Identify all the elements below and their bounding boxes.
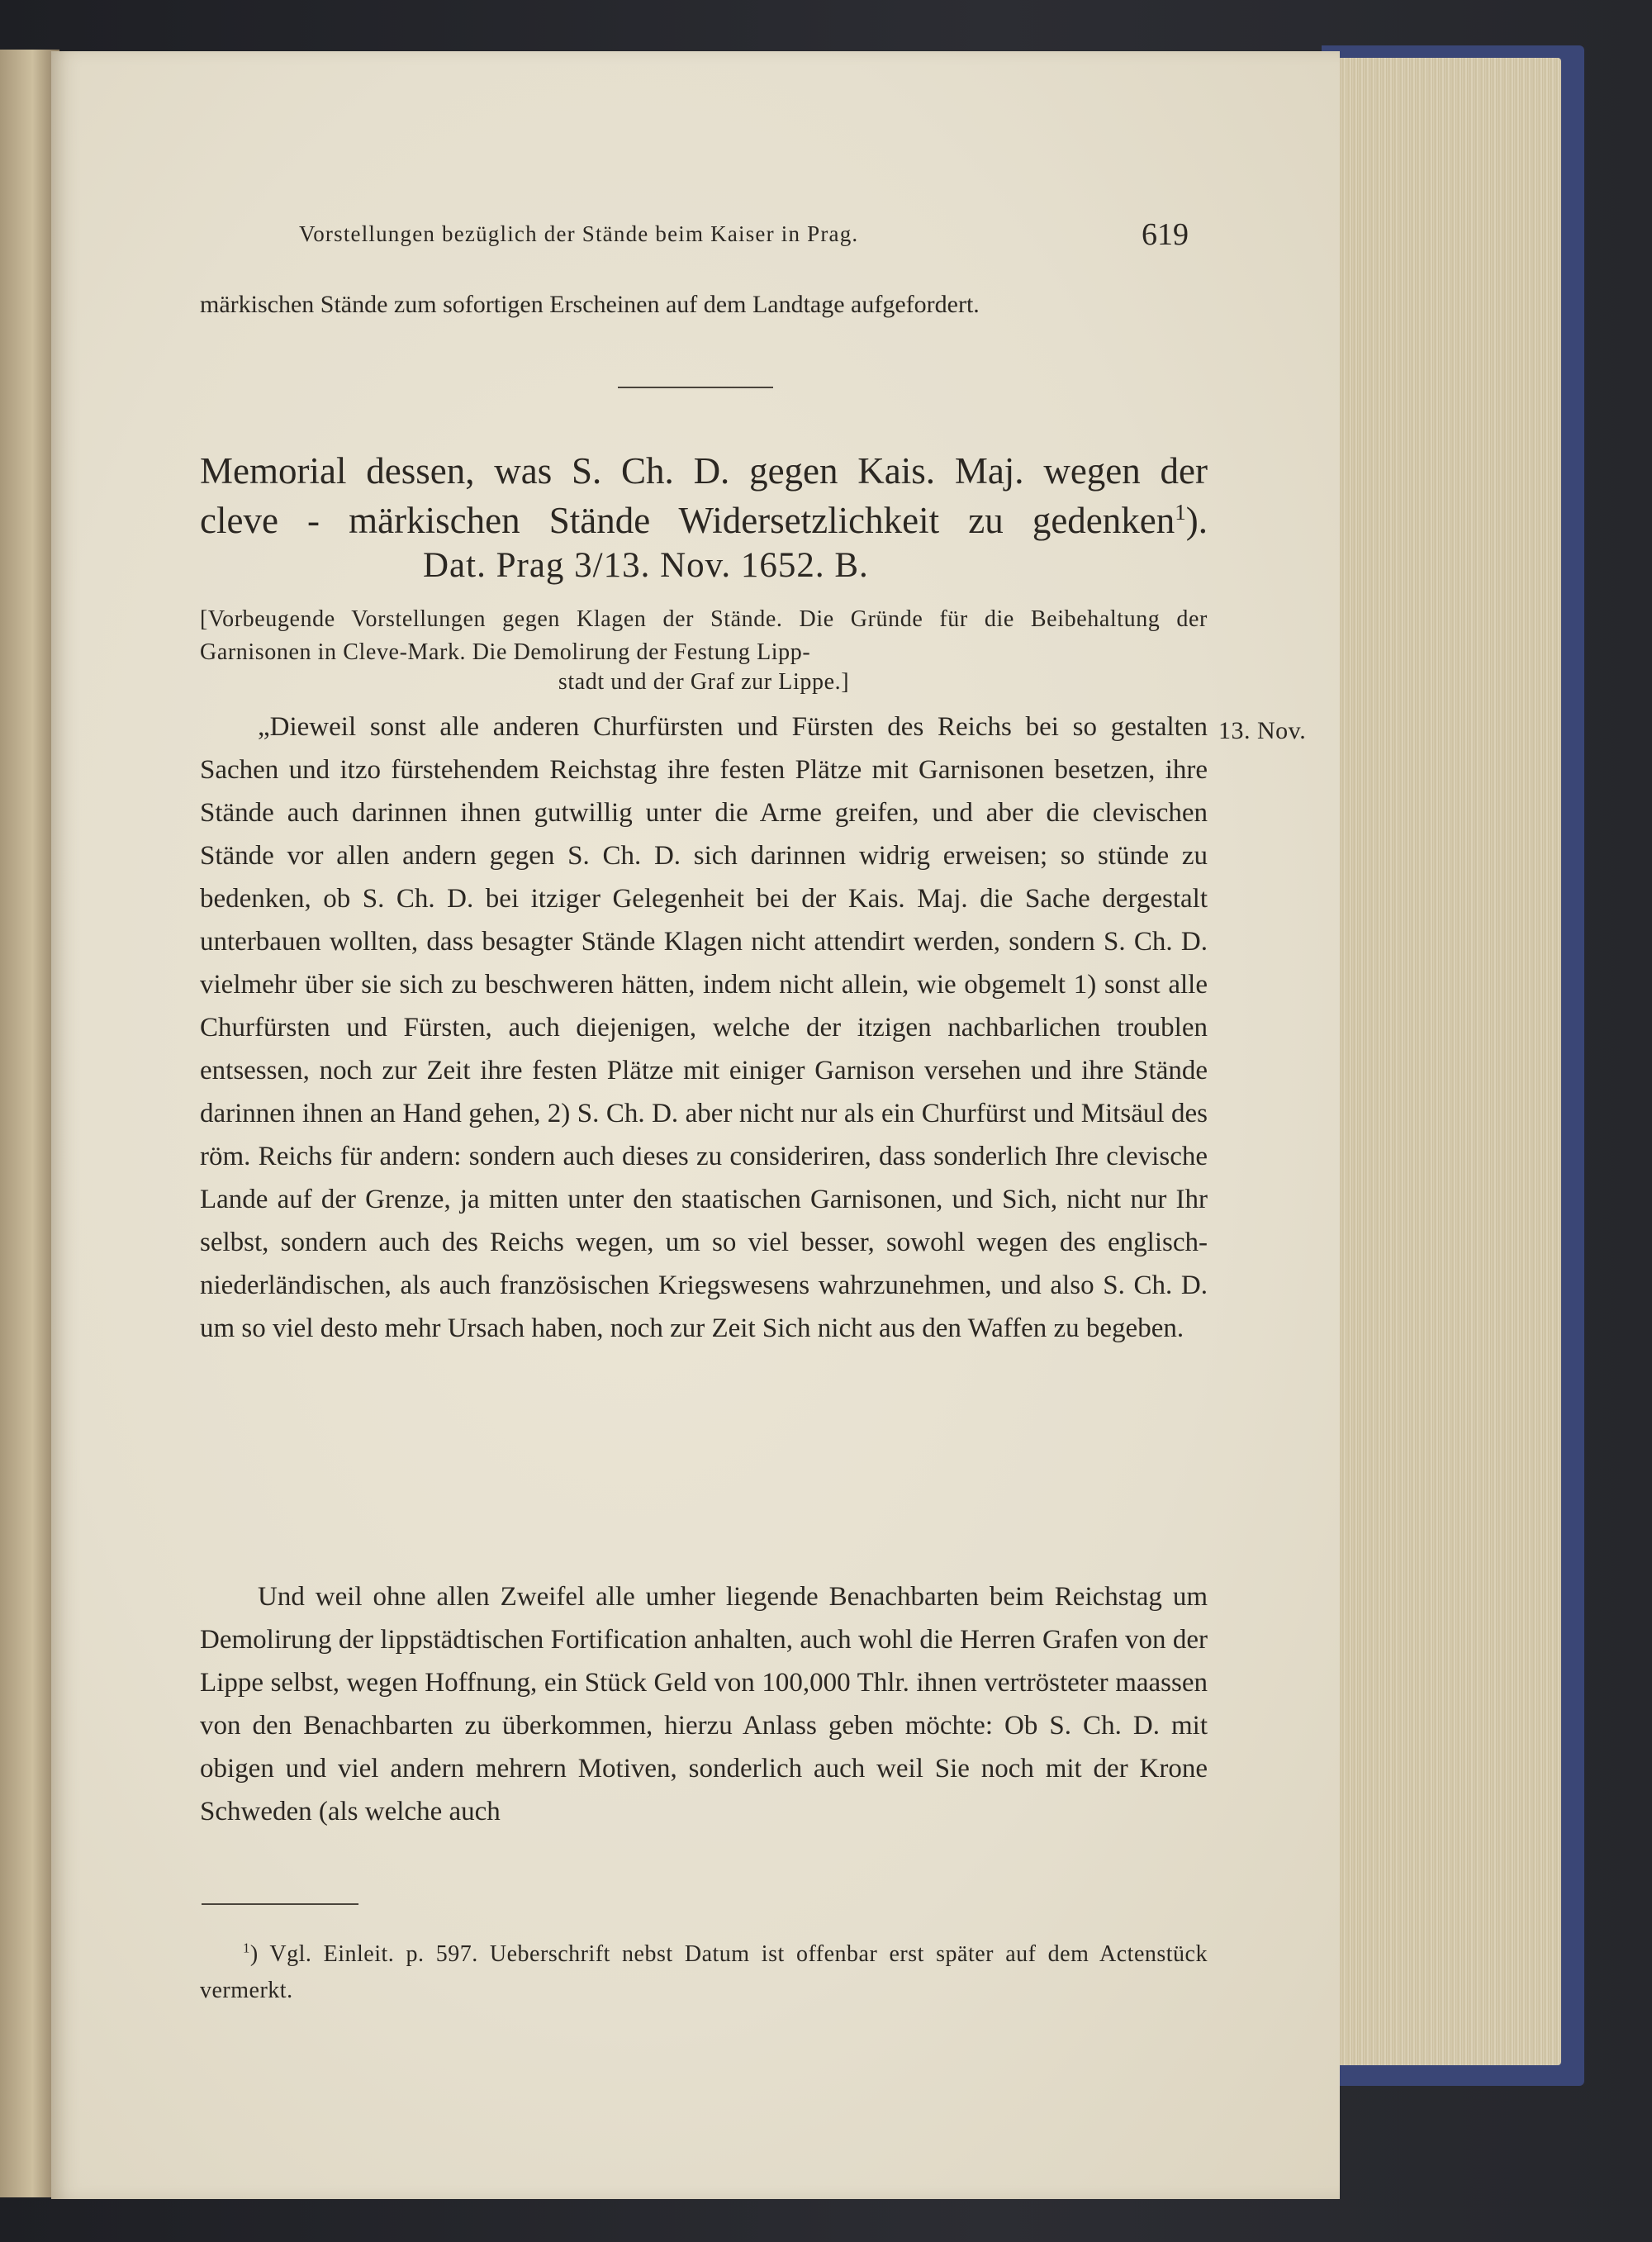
intro-continuation: märkischen Stände zum sofortigen Erscheinen auf dem Landtage aufgefordert. bbox=[200, 291, 980, 318]
dateline: Dat. Prag 3/13. Nov. 1652. B. bbox=[423, 546, 869, 585]
footnote-divider bbox=[202, 1903, 358, 1905]
margin-date-note: 13. Nov. bbox=[1218, 717, 1307, 744]
running-head: Vorstellungen bezüglich der Stände beim Kaiser in Prag. bbox=[299, 221, 859, 246]
document-title-line-1: Memorial dessen, was S. Ch. D. gegen Kais. Maj. wegen der bbox=[200, 450, 1208, 492]
summary-main: [Vorbeugende Vorstellungen gegen Klagen der Stände. Die Gründe für die Beibehaltung der Garnisonen in Cleve-Mark. Die Demolirung der Festung Lipp- bbox=[200, 606, 1208, 665]
page-number: 619 bbox=[1142, 217, 1189, 252]
paragraph-1: „Dieweil sonst alle anderen Churfürsten und Fürsten des Reichs bei so gestalten Sachen und itzo fürstehendem Reichstag ihre festen Plätze mit Garnisonen besetzen, ihre Stände auch darinnen ihnen gutwillig unter die Arme greifen, und aber die clevischen Stände vor allen andern gegen S. Ch. D. sich darinnen widrig erweisen; so stünde zu bedenken, ob S. Ch. D. bei itziger Gelegenheit bei der Kais. Maj. die Sache dergestalt unterbauen wollten, dass besagter Stände Klagen nicht attendirt werden, sondern S. Ch. D. vielmehr über sie sich zu beschweren hätten, indem nicht allein, wie obgemelt 1) sonst alle Churfürsten und Fürsten, auch diejenigen, welche der itzigen nachbarlichen troublen entsessen, noch zur Zeit ihre festen Plätze mit einiger Garnison versehen und ihre Stände darinnen ihnen an Hand gehen, 2) S. Ch. D. aber nicht nur als ein Churfürst und Mitsäul des röm. Reichs für andern: sondern auch dieses zu consideriren, dass sonderlich Ihre clevische Lande auf der Grenze, ja mitten unter den staatischen Garnisonen, und Sich, nicht nur Ihr selbst, sondern auch des Reichs wegen, um so viel besser, sowohl wegen des englisch-niederländischen, als auch französischen Kriegswesens wahrzunehmen, und also S. Ch. D. um so viel desto mehr Ursach haben, noch zur Zeit Sich nicht aus den Waffen zu begeben. bbox=[200, 712, 1208, 1343]
title-line-2-text: cleve - märkischen Stände Widersetzlichkeit zu gedenken bbox=[200, 500, 1175, 541]
paragraph-2: Und weil ohne allen Zweifel alle umher liegende Benachbarten beim Reichstag um Demolirung der lippstädtischen Fortification anhalten, auch wohl die Herren Grafen von der Lippe selbst, wegen Hoffnung, ein Stück Geld von 100,000 Thlr. ihnen vertrösteter maassen von den Benachbarten zu überkommen, hierzu Anlass geben möchte: Ob S. Ch. D. mit obigen und viel andern mehrern Motiven, sonderlich auch weil Sie noch mit der Krone Schweden (als welche auch bbox=[200, 1582, 1208, 1826]
footnote bbox=[200, 1936, 1208, 2009]
footnote-text: ) Vgl. Einleit. p. 597. Ueberschrift nebst Datum ist offenbar erst später auf dem Actenstück vermerkt. bbox=[200, 1941, 1208, 2003]
book-page bbox=[51, 51, 1340, 2199]
section-divider bbox=[618, 387, 773, 388]
footnote-marker: 1 bbox=[243, 1940, 250, 1956]
title-line-2-end: ). bbox=[1185, 500, 1208, 541]
title-footnote-marker: 1 bbox=[1175, 500, 1186, 525]
summary-end: stadt und der Graf zur Lippe.] bbox=[558, 669, 850, 695]
document-title-line-2 bbox=[200, 496, 1208, 545]
